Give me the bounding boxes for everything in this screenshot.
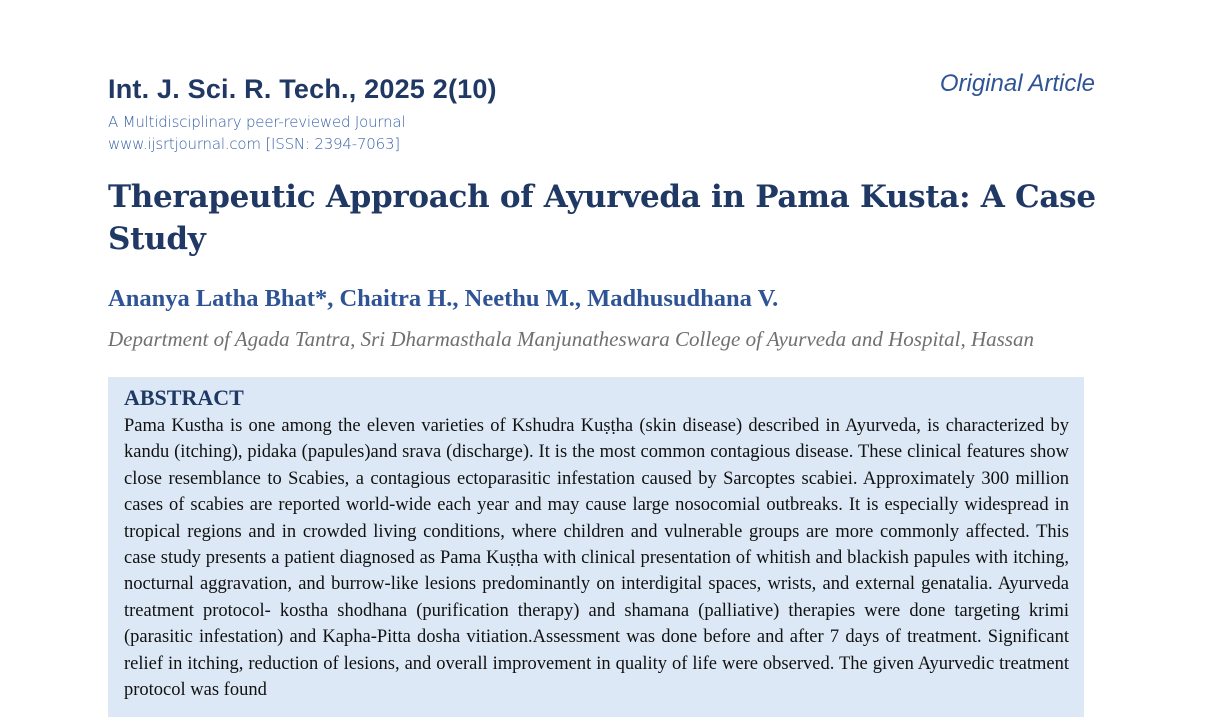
abstract-body: Pama Kustha is one among the eleven varieties of Kshudra Kuṣṭha (skin disease) described in Ayurveda, is characterized by kandu (itching), pidaka (papules)and srava (discharge). It is the most common contagious disease. These clinical features show close resemblance to Scabies, a contagious ectoparasitic infestation caused by Sarcoptes scabiei. Approximately 300 million cases of scabies are reported world-wide each year and may cause large nosocomial outbreaks. It is especially widespread in tropical regions and in crowded living conditions, where children and vulnerable groups are more commonly affected. This case study presents a patient diagnosed as Pama Kuṣṭha with clinical presentation of whitish and blackish papules with itching, nocturnal aggravation, and burrow-like lesions predominantly on interdigital spaces, wrists, and external genatalia. Ayurveda treatment protocol- kostha shodhana (purification therapy) and shamana (palliative) therapies were done targeting krimi (parasitic infestation) and Kapha-Pitta dosha vitiation.Assessment was done before and after 7 days of treatment. Significant relief in itching, reduction of lesions, and overall improvement in quality of life were observed. The given Ayurvedic treatment protocol was found xyxy=(124,416,1069,701)
abstract-section xyxy=(108,377,1084,717)
journal-website: www.ijsrtjournal.com [ISSN: 2394-7063] xyxy=(108,135,400,153)
paper-title: Therapeutic Approach of Ayurveda in Pama Kusta: A Case Study xyxy=(108,179,1096,257)
journal-citation: Int. J. Sci. R. Tech., 2025 2(10) xyxy=(108,74,497,104)
author-affiliation: Department of Agada Tantra, Sri Dharmasthala Manjunatheswara College of Ayurveda and Hospital, Hassan xyxy=(108,327,1034,351)
article-type: Original Article xyxy=(939,70,1095,97)
abstract-heading: ABSTRACT xyxy=(124,385,244,410)
author-list: Ananya Latha Bhat*, Chaitra H., Neethu M., Madhusudhana V. xyxy=(108,285,779,312)
journal-description: A Multidisciplinary peer-reviewed Journal xyxy=(108,113,406,131)
